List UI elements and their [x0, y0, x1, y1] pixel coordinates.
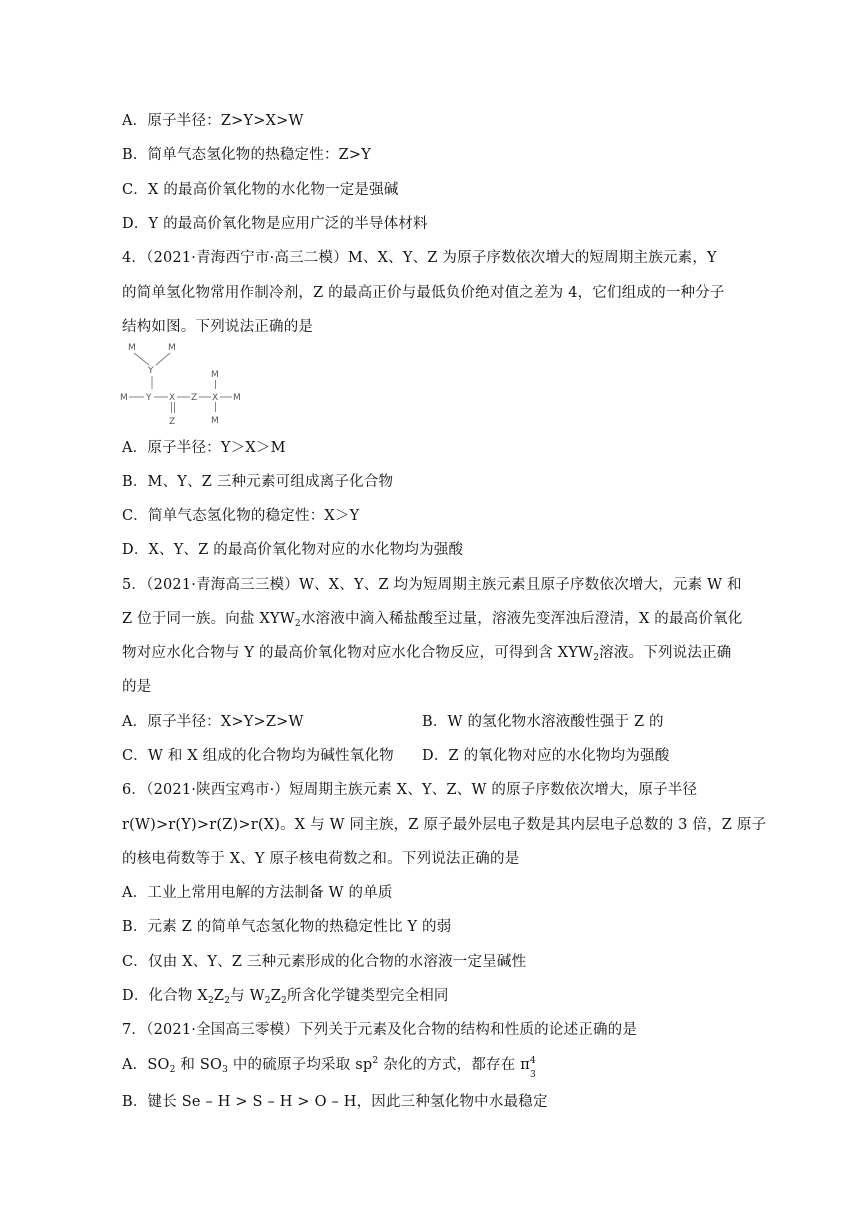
atom-m-left: M	[120, 393, 128, 403]
q4-option-c: C．简单气态氢化物的稳定性：X＞Y	[122, 508, 360, 524]
q6-option-c: C．仅由 X、Y、Z 三种元素形成的化合物的水溶液一定呈碱性	[122, 954, 527, 970]
q4-stem-line-2: 的简单氢化物常用作制冷剂，Z 的最高正价与最低负价绝对值之差为 4，它们组成的一种分子	[122, 285, 725, 301]
atom-x-left: X	[169, 393, 176, 403]
atom-z-below-x: Z	[169, 417, 176, 427]
q5-stem-line-1: 5．（2021·青海高三三模）W、X、Y、Z 均为短周期主族元素且原子序数依次增大，元素 W 和	[122, 577, 742, 593]
bond	[156, 353, 170, 365]
q5-stem-line-2: Z 位于同一族。向盐 $XYW_2$水溶液中滴入稀盐酸至过量，溶液先变浑浊后澄清，X 的最高价氧化	[122, 611, 743, 629]
bond	[134, 353, 149, 365]
q6-option-b: B．元素 Z 的简单气态氢化物的热稳定性比 Y 的弱	[122, 919, 452, 935]
q5-option-b: B．W 的氢化物水溶液酸性强于 Z 的	[422, 714, 664, 730]
q4-option-b: B．M、Y、Z 三种元素可组成离子化合物	[122, 474, 394, 490]
atom-m-below-x: M	[211, 416, 219, 426]
q4-stem-line-1: 4．（2021·青海西宁市·高三二模）M、X、Y、Z 为原子序数依次增大的短周期主族元素，Y	[122, 250, 717, 266]
q4-option-d: D．X、Y、Z 的最高价氧化物对应的水化物均为强酸	[122, 542, 464, 558]
q7-option-a: A．$SO_2$ 和 $SO_3$ 中的硫原子均采取 $sp^2$ 杂化的方式，都存在 π 4 3	[122, 1056, 536, 1080]
q5-option-a: A．原子半径：X>Y>Z>W	[122, 714, 304, 730]
q6-option-a: A．工业上常用电解的方法制备 W 的单质	[122, 885, 393, 901]
atom-m-top-left: M	[128, 343, 136, 353]
q6-stem-line-3: 的核电荷数等于 X、Y 原子核电荷数之和。下列说法正确的是	[122, 851, 520, 867]
q3-option-a: A．原子半径：Z>Y>X>W	[122, 113, 304, 129]
q4-stem-line-3: 结构如图。下列说法正确的是	[122, 319, 314, 335]
atom-y-upper: Y	[148, 366, 154, 376]
q5-stem-line-4: 的是	[122, 679, 152, 695]
atom-y-chain: Y	[146, 393, 152, 403]
q7-option-b: B．键长 Se – H > S – H > O – H，因此三种氢化物中水最稳定	[122, 1094, 548, 1110]
q4-option-a: A．原子半径：Y＞X＞M	[122, 440, 286, 456]
atom-m-above-x: M	[211, 370, 219, 380]
atom-m-right: M	[233, 393, 241, 403]
atom-m-top-right: M	[168, 343, 176, 353]
q6-stem-line-2: r(W)>r(Y)>r(Z)>r(X)。X 与 W 同主族，Z 原子最外层电子数是其内层电子总数的 3 倍，Z 原子	[122, 817, 767, 833]
q5-stem-line-3: 物对应水化合物与 Y 的最高价氧化物对应水化合物反应，可得到含 $XYW_2$溶液。下列说法正确	[122, 645, 732, 663]
q3-option-b: B．简单气态氢化物的热稳定性：Z>Y	[122, 147, 372, 163]
q5-option-c: C．W 和 X 组成的化合物均为碱性氧化物	[122, 748, 394, 764]
q5-option-d: D．Z 的氧化物对应的水化物均为强酸	[422, 748, 670, 764]
atom-z-chain: Z	[191, 393, 198, 403]
q6-option-d: D．化合物 $X_2Z_2$与 $W_2Z_2$所含化学键类型完全相同	[122, 988, 449, 1006]
q3-option-c: C．X 的最高价氧化物的水化物一定是强碱	[122, 182, 399, 198]
q3-option-d: D．Y 的最高价氧化物是应用广泛的半导体材料	[122, 216, 428, 232]
q6-stem-line-1: 6．（2021·陕西宝鸡市·）短周期主族元素 X、Y、Z、W 的原子序数依次增大，原子半径	[122, 782, 698, 798]
atom-x-right: X	[212, 393, 219, 403]
q7-stem-line-1: 7．（2021·全国高三零模）下列关于元素及化合物的结构和性质的论述正确的是	[122, 1022, 638, 1038]
molecule-structure-diagram	[116, 340, 256, 432]
